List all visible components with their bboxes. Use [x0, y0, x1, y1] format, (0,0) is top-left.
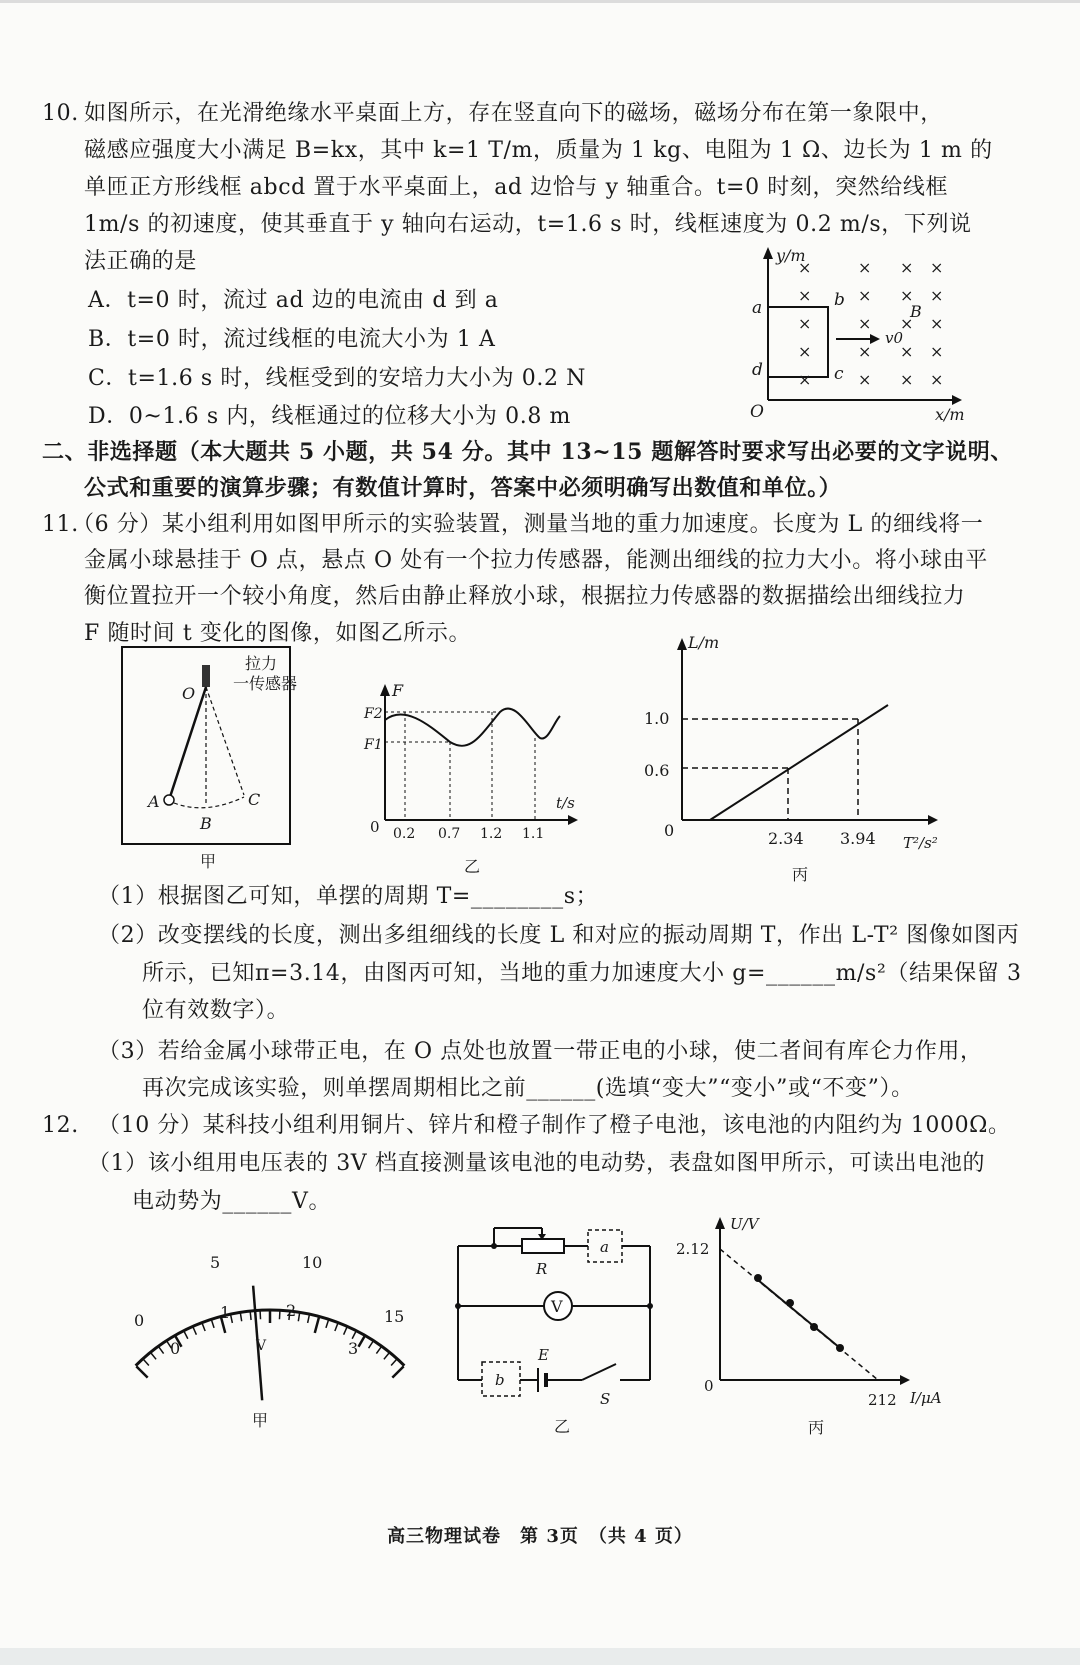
fit-line — [758, 1280, 840, 1348]
q10-option-c: C．t=1.6 s 时，线框受到的安培力大小为 0.2 N — [88, 366, 586, 391]
velocity-label: v0 — [885, 329, 904, 347]
pendulum-ball — [164, 795, 174, 805]
q10-number: 10. — [42, 101, 79, 126]
field-cross-mark: × — [858, 342, 872, 361]
q11-sub2-cont: 所示，已知π=3.14，由图丙可知，当地的重力加速度大小 g=______m/s²（结果保留 3 — [142, 961, 1022, 986]
dial-tick — [159, 1347, 164, 1353]
dial-tick — [352, 1332, 356, 1339]
page-footer: 高三物理试卷 第 3页 （共 4 页） — [387, 1526, 693, 1547]
dial-tick — [193, 1327, 196, 1334]
q11-sub2-cont: 位有效数字）。 — [142, 998, 290, 1023]
u-intercept-label: 2.12 — [676, 1240, 710, 1258]
q10-option-d: D．0~1.6 s 内，线框通过的位移大小为 0.8 m — [88, 404, 571, 429]
corner-b-label: b — [834, 290, 845, 310]
figure-caption: 甲 — [252, 1411, 269, 1430]
point-a-label: A — [148, 792, 160, 811]
label-e: E — [538, 1346, 549, 1364]
f-axis-label: F — [392, 681, 404, 700]
f1-label: F1 — [364, 737, 383, 753]
t-tick: 0.7 — [438, 826, 461, 842]
origin-label: O — [750, 402, 764, 422]
field-cross-mark: × — [930, 342, 944, 361]
field-cross-mark: × — [858, 258, 872, 277]
field-cross-mark: × — [900, 370, 914, 389]
field-cross-mark: × — [930, 314, 944, 333]
q12-circuit-diagram — [450, 1222, 670, 1442]
q10-line: 如图所示，在光滑绝缘水平桌面上方，存在竖直向下的磁场，磁场分布在第一象限中， — [84, 101, 943, 126]
section-2-heading-cont: 公式和重要的演算步骤；有数值计算时，答案中必须明确写出数值和单位。） — [84, 475, 842, 501]
point-b-label: B — [200, 814, 212, 833]
dial-tick — [144, 1360, 149, 1366]
dial-tick — [308, 1315, 310, 1323]
field-cross-mark: × — [858, 286, 872, 305]
fit-line — [710, 705, 888, 820]
t-tick: 1.1 — [522, 826, 545, 842]
dial-tick — [250, 1312, 251, 1320]
q11-sub3-cont: 再次完成该实验，则单摆周期相比之前______(选填“变大”“变小”或“不变”）。 — [142, 1076, 914, 1101]
q12-sub1-cont: 电动势为______V。 — [132, 1189, 332, 1214]
figure-caption: 乙 — [554, 1417, 571, 1436]
force-sensor — [202, 665, 210, 687]
dial-tick — [326, 1320, 328, 1328]
l-axis-label: L/m — [688, 633, 720, 652]
dial-tick — [392, 1366, 403, 1377]
q10-line: 磁感应强度大小满足 B=kx，其中 k=1 T/m，质量为 1 kg、电阻为 1 Ω、边长为 1 m 的 — [84, 138, 993, 163]
dial-tick — [376, 1347, 381, 1353]
q11-length-period-graph — [644, 632, 960, 892]
field-cross-mark: × — [798, 286, 812, 305]
dial-tick — [240, 1313, 241, 1321]
dial-tick — [384, 1353, 389, 1359]
pointer-label: V — [256, 1338, 267, 1354]
q11-line: （6 分）某小组利用如图甲所示的实验装置，测量当地的重力加速度。长度为 L 的细线将一 — [72, 512, 984, 537]
dial-tick — [184, 1332, 188, 1339]
data-point — [786, 1299, 794, 1307]
inner-scale-label: 1 — [220, 1303, 231, 1322]
force-curve — [385, 709, 560, 746]
outer-scale-label: 15 — [384, 1307, 405, 1326]
section-2-heading: 二、非选择题（本大题共 5 小题，共 54 分。其中 13~15 题解答时要求写出必要的文字说明、 — [42, 439, 1013, 465]
q11-line: 衡位置拉开一个较小角度，然后由静止释放小球，根据拉力传感器的数据描绘出细线拉力 — [84, 584, 966, 609]
q11-force-time-graph — [360, 682, 590, 882]
l-tick: 0.6 — [644, 761, 670, 780]
t-axis-label: t/s — [556, 794, 575, 812]
q12-sub1: （1）该小组用电压表的 3V 档直接测量该电池的电动势，表盘如图甲所示，可读出电池的 — [88, 1151, 986, 1176]
field-cross-mark: × — [900, 258, 914, 277]
q11-number: 11. — [42, 512, 79, 537]
point-o-label: O — [182, 684, 196, 703]
dial-tick — [212, 1320, 214, 1328]
dial-tick — [298, 1313, 299, 1321]
t-tick: 1.2 — [480, 826, 503, 842]
dial-tick — [315, 1317, 319, 1332]
q11-sub3: （3）若给金属小球带正电，在 O 点处也放置一带正电的小球，使二者间有库仑力作用， — [98, 1039, 983, 1064]
field-cross-mark: × — [930, 258, 944, 277]
sensor-label: 拉力 — [245, 654, 278, 673]
x-axis-label: x/m — [935, 405, 965, 424]
field-cross-mark: × — [930, 370, 944, 389]
q11-line: F 随时间 t 变化的图像，如图乙所示。 — [84, 621, 472, 646]
label-r: R — [536, 1260, 548, 1278]
page-top-edge — [0, 0, 1080, 3]
data-point — [754, 1274, 762, 1282]
dial-tick — [369, 1341, 373, 1348]
corner-d-label: d — [752, 360, 763, 380]
magnetic-field-crosses — [798, 258, 943, 389]
field-cross-mark: × — [858, 314, 872, 333]
label-b: b — [495, 1371, 505, 1389]
dial-tick — [202, 1324, 205, 1331]
voltmeter-label: V — [551, 1297, 563, 1316]
corner-a-label: a — [752, 298, 763, 318]
field-cross-mark: × — [798, 314, 812, 333]
t2-axis-label: T²/s² — [903, 834, 938, 852]
i-intercept-label: 212 — [868, 1391, 897, 1409]
outer-scale-label: 5 — [210, 1253, 221, 1272]
figure-caption: 丙 — [808, 1418, 825, 1437]
y-axis-label: y/m — [776, 246, 806, 265]
q10-line: 单匝正方形线框 abcd 置于水平桌面上，ad 边恰与 y 轴重合。t=0 时刻，突然给线框 — [84, 175, 949, 200]
field-cross-mark: × — [798, 370, 812, 389]
origin-label: 0 — [664, 821, 675, 840]
origin-label: 0 — [704, 1377, 714, 1395]
figure-caption: 丙 — [792, 865, 809, 884]
field-cross-mark: × — [930, 286, 944, 305]
point-c-label: C — [248, 790, 261, 809]
label-s: S — [600, 1390, 611, 1408]
inner-scale-label: 0 — [170, 1339, 181, 1358]
outer-scale-label: 10 — [302, 1253, 323, 1272]
field-cross-mark: × — [900, 342, 914, 361]
t-tick: 0.2 — [393, 826, 416, 842]
field-cross-mark: × — [858, 370, 872, 389]
data-point — [810, 1323, 818, 1331]
i-axis-label: I/μA — [910, 1389, 942, 1407]
q11-sub2: （2）改变摆线的长度，测出多组细线的长度 L 和对应的振动周期 T，作出 L-T² 图像如图丙 — [98, 923, 1020, 948]
dial-tick — [136, 1366, 147, 1377]
q12-number: 12. — [42, 1113, 79, 1138]
figure-caption: 乙 — [464, 857, 481, 876]
q10-option-b: B．t=0 时，流过线框的电流大小为 1 A — [88, 327, 496, 352]
q10-line: 法正确的是 — [84, 249, 198, 274]
switch-s — [582, 1364, 616, 1380]
inner-scale-label: 3 — [348, 1339, 359, 1358]
t2-tick: 3.94 — [840, 829, 876, 848]
field-cross-mark: × — [900, 314, 914, 333]
origin-label: 0 — [370, 818, 380, 836]
q12-voltmeter-dial — [120, 1240, 420, 1440]
l-tick: 1.0 — [644, 709, 670, 728]
dial-tick — [231, 1315, 233, 1323]
swing-arc — [174, 797, 244, 808]
field-label-b: B — [910, 302, 922, 321]
q11-pendulum-figure — [120, 645, 300, 885]
field-cross-mark: × — [798, 342, 812, 361]
inner-scale-label: 2 — [286, 1301, 297, 1320]
pendulum-string — [170, 687, 206, 797]
dial-tick — [391, 1360, 396, 1366]
figure-caption: 甲 — [200, 852, 217, 871]
dial-tick — [151, 1353, 156, 1359]
data-point — [836, 1344, 844, 1352]
field-cross-mark: × — [900, 286, 914, 305]
q12-u-i-graph — [676, 1215, 960, 1445]
q11-sub1: （1）根据图乙可知，单摆的周期 T=________s； — [98, 884, 599, 909]
f2-label: F2 — [364, 706, 383, 722]
dial-tick — [359, 1336, 365, 1346]
q10-option-a: A．t=0 时，流过 ad 边的电流由 d 到 a — [88, 288, 499, 313]
corner-c-label: c — [834, 364, 844, 384]
q12-line: （10 分）某科技小组利用铜片、锌片和橙子制作了橙子电池，该电池的内阻约为 1000Ω。 — [98, 1113, 1011, 1138]
q10-magnetic-field-figure — [740, 245, 970, 425]
dial-tick — [344, 1327, 347, 1334]
sensor-label: 一传感器 — [233, 674, 298, 693]
q11-line: 金属小球悬挂于 O 点，悬点 O 处有一个拉力传感器，能测出细线的拉力大小。将小球由平 — [84, 548, 988, 573]
field-cross-mark: × — [798, 258, 812, 277]
u-axis-label: U/V — [730, 1215, 759, 1233]
rheostat-r — [522, 1239, 564, 1253]
q10-line: 1m/s 的初速度，使其垂直于 y 轴向右运动，t=1.6 s 时，线框速度为 0.2 m/s，下列说 — [84, 212, 972, 237]
outer-scale-label: 0 — [134, 1311, 145, 1330]
t2-tick: 2.34 — [768, 829, 804, 848]
label-a: a — [600, 1238, 609, 1256]
dial-tick — [335, 1324, 338, 1331]
